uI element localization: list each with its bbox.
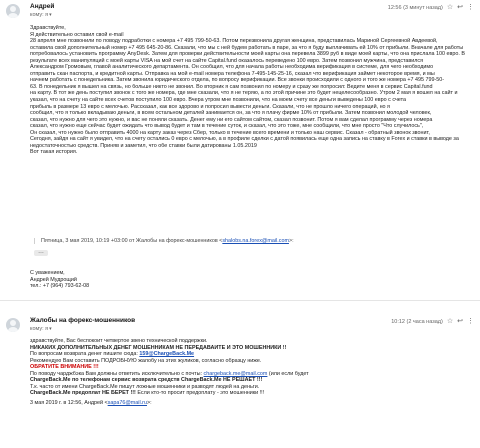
body-text-bold: ChargeBack.Me [30,377,71,384]
body-line: отправить скан паспорта, и кредитной карты. Отправка на мой e-mail номера телефона 7-495-145-25-16, сказал что верификация займет некоторое время, и мы [30,70,435,77]
body-line-attention: ОБРАТИТЕ ВНИМАНИЕ !!! [30,364,99,371]
sender-avatar[interactable] [6,318,20,332]
recipient-text: кому: я [30,326,49,332]
signature-line: С уважением, [30,270,65,276]
contact-email-link[interactable]: 159@ChargeBack.Me [139,351,195,358]
body-line: Рекомендую Вам составить ПОДРОБНУЮ жалобу на этих жуликов, согласно образцу ниже. [30,357,262,364]
body-line: начнем работать с понедельника. Затем звонила юридического отдела, по вопросу верификации. Все звонки происходили с одного и того же номера +7 495 799-50- [30,77,445,84]
reply-icon[interactable]: ↩ [457,4,463,11]
body-line: Я действительно оставил свой e-mail [30,31,124,38]
sender-email-link[interactable]: sapa76@mail.ru [107,399,147,406]
body-line: результате всех манипуляций с моей карты VISA на мой счет на сайте Capital.fund оказалось переведено 100 евро. Затем позвонил мужчина, представился [30,57,424,64]
body-line: Он сказал, что нужно было отправить 4000 на карту заказ через Сбер, только в течение всего времени и только наш сервис. Сказал - обратный звонок звонит, [30,129,430,136]
message-meta [388,4,474,11]
body-line: потребовалось установить программу AnyDesk. Затем для проверки действительности моей карты она перевела 3899 руб в виде моей карты, что она прислала 100 евро. В [30,51,465,58]
body-line: Т.к. часто от имени ChargeBack.Me пишут ложные мошенники и разводят людей на деньги. [30,383,260,390]
sender-name[interactable]: Жалобы на форекс-мошенников [30,317,136,324]
recipient-text: кому: я [30,12,49,18]
quote-text: Пятница, 3 мая 2019, 10:19 +03:00 от Жалобы на форекс-мошенников < [41,238,223,244]
quote-text-end: >: [288,238,294,244]
body-line: оставила свой дополнительный номер +7 495 645-20-86. Сказали, что мы с ней будем работать в паре, за что я буду выплачивать ей 10% от прибыли. Вначале для работы [30,44,464,51]
body-text: По поводу чарджбэка Вам должны ответить исключительно с почты: [30,370,204,377]
signature [30,270,89,290]
star-icon[interactable]: ☆ [446,318,454,325]
body-line: Вот такая история. [30,149,78,156]
body-text: (или если будет [267,370,309,377]
sender-name[interactable]: Андрей [30,3,55,10]
body-text: Если кто-то просит предоплату - это мошенники !!! [135,390,265,397]
body-line: здравствуйте, Вас беспокоит четвертое звено технической поддержки. [30,338,208,344]
message-meta [391,318,474,325]
recipient-line[interactable] [30,326,52,332]
body-line: сказал, что нужно для чего это нужно, и вас не поняли сказать. Денег ему ни его сайтом сайтом, сказал позвонит. Потом я вам сделал программу через номера [30,116,433,123]
email-message-2 [0,300,480,448]
star-icon[interactable]: ☆ [446,4,454,11]
body-line: сообщил, что я только вкладываю деньги, в всем остальном деталей занимается он, за что я плачу фирме 10% от прибыли. Затем позвонил молодой человек, [30,110,432,117]
email-body [30,338,476,406]
reply-icon[interactable]: ↩ [457,318,463,325]
body-line: 28 апреля мне позвонили по поводу подработки с номера +7 495 799-50-63. Потом перезвонила другая женщина, представилась Мариной Сергеевной Авдеевой, [30,38,438,45]
body-line: 63. В понедельник я вышел на связь, но больше никто не звонил. Во вторник я сам позвонил по номеру и сразу же попросил: Ведите меня в сервис Capital.fund [30,83,433,90]
show-quoted-button[interactable]: … [34,250,48,256]
body-line-quote-header [30,400,476,407]
body-line: на карту. В тот же день поступил звонок с того же номера, где мне сказали, что я не теряю, а по этой причине это будет нецелесообразно. Утром 2 мая я вошел на сайт и [30,90,458,97]
message-time: 12:56 (3 минут назад) [387,4,443,11]
sender-avatar[interactable] [6,4,20,18]
signature-line: тел.: +7 (964) 793-62-08 [30,283,90,290]
chargeback-email-link[interactable]: chargeback.me@mail.com [203,370,268,377]
body-line: недостаточностью средств. Приняв и заметил, что обе ставки были датированы 1.05.2019 [30,142,257,149]
quoted-header [34,238,441,244]
body-line: Александром Громовым, главой аналитического департамента. Он сообщил, что для начала работы необходима верификация в системе, для чего необходимо [30,64,434,71]
body-text: >: [146,399,152,406]
caret-down-icon[interactable]: ▾ [49,12,52,18]
body-text-bold: ChargeBack.Me предоплат НЕ БЕРЕТ !!! [30,390,136,397]
body-text-bold: по телефонам сервис возврата средств ChargeBack.Me НЕ РЕШАЕТ !!! [70,377,263,384]
recipient-line[interactable] [30,12,52,18]
body-line: указал, что на счету на сайте всех счетов поступило 100 евро. Вчера утром мне позвонили, что на моем счету все деньги выведены 100 евро с счета [30,97,407,104]
body-line-warning: НИКАКИХ ДОПОЛНИТЕЛЬНЫХ ДЕНЕГ МОШЕННИКАМ НЕ ПЕРЕДАВАЙТЕ И ЭТО МОШЕННИКИ !! [30,344,287,351]
body-text: По вопросам возврата денег пишите сюда: [30,351,140,358]
caret-down-icon[interactable]: ▾ [49,326,52,332]
signature-line: Андрей Мудрощий [30,276,77,283]
body-line: сказал, что нужно еще сейчас будет ожидать что вывод будет и там в течение суток, и сказал, что это тоже, мне сообщили, что мне просто "Что случилось", [30,123,424,130]
message-time: 10:12 (2 часа назад) [391,318,443,325]
email-body [30,25,476,156]
body-line: Сегодня, зайдя на сайт я увидел, что на счету остались 0 евро с мелочью, а в профиле сделки с датой появилась еще одна запись на ставку в Forex и ставки в выводе за [30,136,459,143]
body-line: Здравствуйте, [30,25,66,31]
more-options-icon[interactable]: ⋮ [467,318,474,325]
body-line: прибыль в размере 13 евро с мелочью. Рассказал, как все здорово и попросил вывести деньги. Сказали, что не прошло ничего операций, но я [30,103,390,110]
more-options-icon[interactable]: ⋮ [467,4,474,11]
body-text: 3 мая 2019 г. в 12:56, Андрей < [30,399,108,406]
quote-email-link[interactable]: shalobs.na.forex@mail.com [222,238,289,244]
body-line [30,390,476,397]
